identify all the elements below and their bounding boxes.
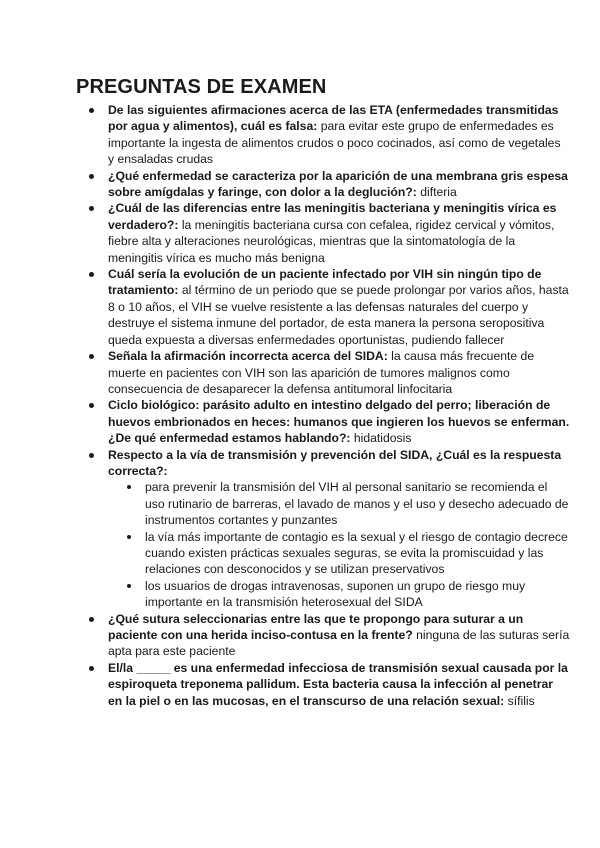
question-text: El/la _____ es una enfermedad infecciosa de transmisión sexual causada por la espiroqueta treponema pallidum. Esta bacteria causa la infección al penetrar en la piel o en las mucosas, en el transcurso de una relación sexual: xyxy=(108,660,568,708)
question-item xyxy=(108,102,570,168)
answer-sublist xyxy=(108,479,570,610)
answer-text: difteria xyxy=(420,185,457,200)
question-item xyxy=(108,200,570,266)
answer-subitem: para prevenir la transmisión del VIH al personal sanitario se recomienda el uso rutinario de barreras, el lavado de manos y el uso y desecho adecuado de instrumentos cortantes y punzantes xyxy=(145,480,569,528)
question-item xyxy=(108,348,570,397)
answer-text: la meningitis bacteriana cursa con cefalea, rigidez cervical y vómitos, fiebre alta y alteraciones neurológicas, mientras que la sintomatología de la meningitis vírica es mucho más benigna xyxy=(108,217,555,265)
question-text: De las siguientes afirmaciones acerca de las ETA (enfermedades transmitidas por agua y alimentos), cuál es falsa: xyxy=(108,103,559,134)
question-text: Señala la afirmación incorrecta acerca del SIDA: xyxy=(108,349,388,364)
question-item xyxy=(108,660,570,709)
answer-text: la causa más frecuente de muerte en pacientes con VIH son las aparición de tumores malignos como consecuencia de desaparecer la defensa antitumoral linfocitaria xyxy=(108,349,535,396)
question-text: Ciclo biológico: parásito adulto en intestino delgado del perro; liberación de huevos embrionados en heces: humanos que ingieren los huevos se enferman. ¿De qué enfermedad estamos hablando?: xyxy=(108,398,570,446)
answer-text: ninguna de las suturas sería apta para este paciente xyxy=(108,628,570,659)
question-list xyxy=(76,102,570,709)
question-item xyxy=(108,266,570,348)
question-text: ¿Cuál de las diferencias entre las meningitis bacteriana y meningitis vírica es verdadero?: xyxy=(108,201,557,232)
answer-text: sífilis xyxy=(507,693,535,708)
question-text: Cuál sería la evolución de un paciente infectado por VIH sin ningún tipo de tratamiento: xyxy=(108,267,542,298)
page-title: PREGUNTAS DE EXAMEN xyxy=(76,76,327,98)
question-text: ¿Qué sutura seleccionarias entre las que te propongo para suturar a un paciente con una herida inciso-contusa en la frente? xyxy=(108,611,524,642)
question-item xyxy=(108,611,570,660)
question-item xyxy=(108,397,570,446)
answer-subitem: los usuarios de drogas intravenosas, suponen un grupo de riesgo muy importante en la transmisión heterosexual del SIDA xyxy=(145,578,570,611)
question-item xyxy=(108,168,570,201)
question-text: ¿Qué enfermedad se caracteriza por la aparición de una membrana gris espesa sobre amígdalas y faringe, con dolor a la deglución?: xyxy=(108,168,568,200)
question-text: Respecto a la vía de transmisión y prevención del SIDA, ¿Cuál es la respuesta correcta?: xyxy=(108,447,562,478)
answer-text: al término de un periodo que se puede prolongar por varios años, hasta 8 o 10 años, el VIH se vuelve resistente a las defensas naturales del cuerpo y destruye el sistema inmune del portador, de esta manera la persona seropositiva queda expuesta a diversas enfermedades oportunistas, pudiendo fallecer xyxy=(108,283,569,347)
answer-text: para evitar este grupo de enfermedades es importante la ingesta de alimentos crudos o poco cocinados, así como de vegetales y ensaladas crudas xyxy=(108,119,561,167)
answer-text: hidatidosis xyxy=(353,431,412,446)
question-item xyxy=(108,447,570,611)
answer-subitem: la vía más importante de contagio es la sexual y el riesgo de contagio decrece cuando existen prácticas sexuales seguras, se evita la promiscuidad y las relaciones con desconocidos y se utilizan preservativos xyxy=(145,529,570,578)
